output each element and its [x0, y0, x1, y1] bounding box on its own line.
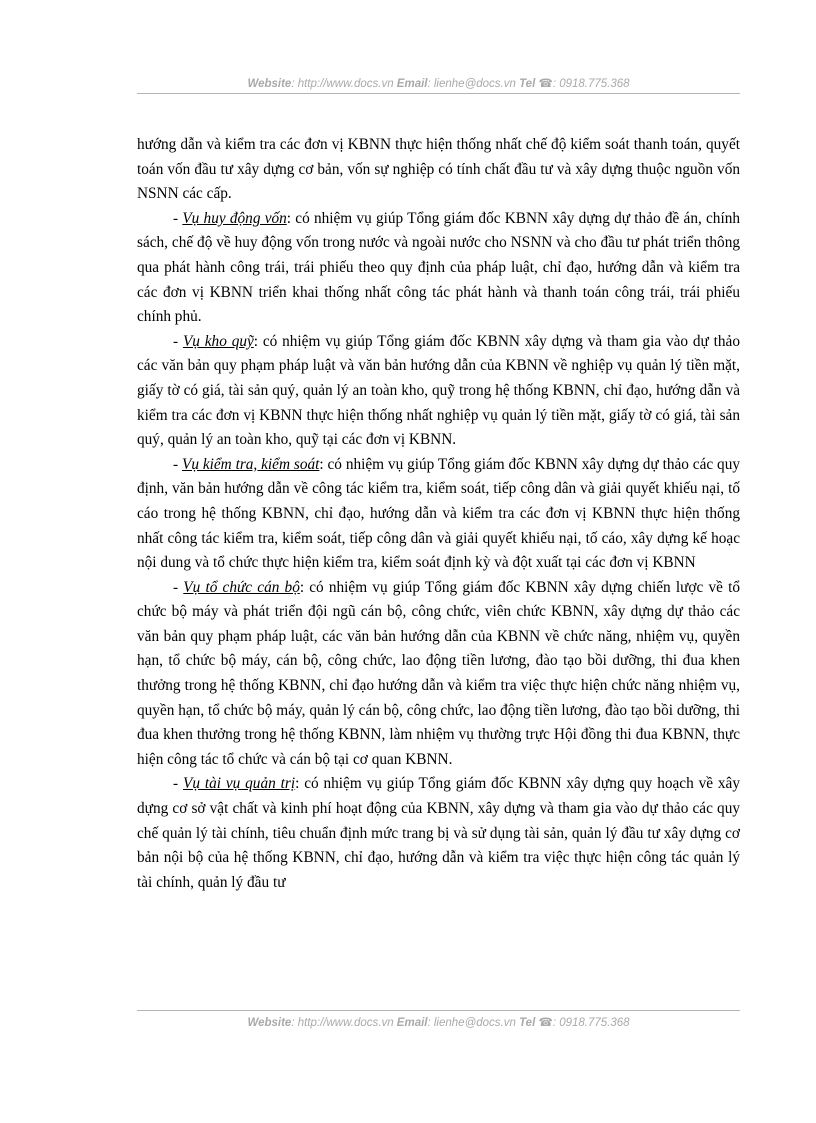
footer-email-value: : lienhe@docs.vn [427, 1017, 516, 1029]
paragraph-continuation: hướng dẫn và kiểm tra các đơn vị KBNN thực hiện thống nhất chế độ kiểm soát thanh toán, quyết toán vốn đầu tư xây dựng cơ bản, vốn sự nghiệp có tính chất đầu tư và xây dựng thuộc nguồn vốn NSNN các cấp. [137, 136, 740, 203]
document-body [137, 133, 740, 895]
footer-tel-label: Tel [519, 1017, 536, 1029]
term: Vụ huy động vốn [182, 209, 287, 227]
phone-icon: ☎ [538, 1017, 553, 1029]
paragraph-vu-tai-vu-quan-tri: - Vụ tài vụ quản trị: có nhiệm vụ giúp Tổng giám đốc KBNN xây dựng quy hoạch về xây dựng cơ sở vật chất và kinh phí hoạt động của KBNN, xây dựng và tham gia vào dự thảo các quy chế quản lý tài chính, tiêu chuẩn định mức trang bị và sử dụng tài sản, quản lý đầu tư xây dựng cơ bản nội bộ của hệ thống KBNN, chỉ đạo, hướng dẫn và kiểm tra việc thực hiện công tác quản lý tài chính, quản lý đầu tư [137, 775, 740, 891]
term: Vụ tài vụ quản trị [182, 775, 296, 793]
page-footer [137, 1015, 740, 1029]
header-tel-value: : 0918.775.368 [552, 78, 630, 90]
paragraph-text: : có nhiệm vụ giúp Tổng giám đốc KBNN xây dựng dự thảo các quy định, văn bản hướng dẫn về công tác kiểm tra, kiểm soát, tiếp công dân và giải quyết khiếu nại, tố cáo trong hệ thống KBNN, chỉ đạo, hướng dẫn và kiểm tra các đơn vị KBNN thực hiện thống nhất công tác kiểm tra, kiểm soát, tiếp công dân và giải quyết khiếu nại, tố cáo, xây dựng kế hoạc nội dung và tổ chức thực hiện kiểm tra, kiểm soát định kỳ và đột xuất tại các đơn vị KBNN [137, 455, 740, 572]
term: Vụ tổ chức cán bộ [183, 578, 300, 596]
term: Vụ kiểm tra, kiểm soát [181, 455, 320, 473]
header-email-value: : lienhe@docs.vn [427, 78, 516, 90]
paragraph-text: : có nhiệm vụ giúp Tổng giám đốc KBNN xây dựng và tham gia vào dự thảo các văn bản quy phạm pháp luật và văn bản hướng dẫn của KBNN về nghiệp vụ quản lý tiền mặt, giấy tờ có giá, tài sản quý, quản lý an toàn kho, quỹ trong hệ thống KBNN, chỉ đạo, hướng dẫn và kiểm tra các đơn vị KBNN thực hiện thống nhất nghiệp vụ quản lý tiền mặt, giấy tờ có giá, tài sản quý, quản lý an toàn kho, quỹ tại các đơn vị KBNN. [137, 332, 740, 449]
footer-email-label: Email [396, 1017, 428, 1029]
paragraph-text: : có nhiệm vụ giúp Tổng giám đốc KBNN xây dựng chiến lược về tổ chức bộ máy và phát triển đội ngũ cán bộ, công chức, viên chức KBNN, xây dựng dự thảo các văn bản quy phạm pháp luật, các văn bản hướng dẫn của KBNN về chức năng, nhiệm vụ, quyền hạn, tổ chức bộ máy, cán bộ, công chức, lao động tiền lương, đào tạo bồi dưỡng, thi đua khen thưởng trong hệ thống KBNN, chỉ đạo hướng dẫn và kiểm tra việc thực hiện chức năng nhiệm vụ, quyền hạn, tổ chức bộ máy, quản lý cán bộ, công chức, lao động tiền lương, đào tạo bồi dưỡng, thi đua khen thưởng trong hệ thống KBNN, làm nhiệm vụ thường trực Hội đồng thi đua KBNN, thực hiện công tác tổ chức và cán bộ tại cơ quan KBNN. [137, 578, 740, 768]
paragraph-text: : có nhiệm vụ giúp Tổng giám đốc KBNN xây dựng dự thảo đề án, chính sách, chế độ về huy động vốn trong nước và ngoài nước cho NSNN và cho đầu tư phát triển thông qua phát hành công trái, trái phiếu theo quy định của pháp luật, chỉ đạo, hướng dẫn và kiểm tra các đơn vị KBNN triển khai thống nhất công tác phát hành và thanh toán công trái, trái phiếu chính phủ. [137, 209, 741, 326]
footer-divider [137, 1010, 740, 1011]
phone-icon: ☎ [538, 78, 553, 90]
paragraph-text: : có nhiệm vụ giúp Tổng giám đốc KBNN xây dựng quy hoạch về xây dựng cơ sở vật chất và kinh phí hoạt động của KBNN, xây dựng và tham gia vào dự thảo các quy chế quản lý tài chính, tiêu chuẩn định mức trang bị và sử dụng tài sản, quản lý đầu tư xây dựng cơ bản nội bộ của hệ thống KBNN, chỉ đạo, hướng dẫn và kiểm tra việc thực hiện công tác quản lý tài chính, quản lý đầu tư [137, 775, 740, 891]
term: Vụ kho quỹ [182, 332, 254, 350]
page-header [137, 76, 740, 90]
header-website-value: : http://www.docs.vn [291, 78, 394, 90]
paragraph-vu-huy-dong-von: - Vụ huy động vốn: có nhiệm vụ giúp Tổng giám đốc KBNN xây dựng dự thảo đề án, chính sách, chế độ về huy động vốn trong nước và ngoài nước cho NSNN và cho đầu tư phát triển thông qua phát hành công trái, trái phiếu theo quy định của pháp luật, chỉ đạo, hướng dẫn và kiểm tra các đơn vị KBNN triển khai thống nhất công tác phát hành và thanh toán công trái, trái phiếu chính phủ. [137, 209, 741, 326]
paragraph-vu-to-chuc-can-bo: - Vụ tổ chức cán bộ: có nhiệm vụ giúp Tổng giám đốc KBNN xây dựng chiến lược về tổ chức bộ máy và phát triển đội ngũ cán bộ, công chức, viên chức KBNN, xây dựng dự thảo các văn bản quy phạm pháp luật, các văn bản hướng dẫn của KBNN về chức năng, nhiệm vụ, quyền hạn, tổ chức bộ máy, cán bộ, công chức, lao động tiền lương, đào tạo bồi dưỡng, thi đua khen thưởng trong hệ thống KBNN, chỉ đạo hướng dẫn và kiểm tra việc thực hiện chức năng nhiệm vụ, quyền hạn, tổ chức bộ máy, quản lý cán bộ, công chức, lao động tiền lương, đào tạo bồi dưỡng, thi đua khen thưởng trong hệ thống KBNN, làm nhiệm vụ thường trực Hội đồng thi đua KBNN, thực hiện công tác tổ chức và cán bộ tại cơ quan KBNN. [137, 578, 740, 768]
footer-website-label: Website [247, 1017, 292, 1029]
footer-website-value: : http://www.docs.vn [291, 1017, 394, 1029]
paragraph-vu-kiem-tra: - Vụ kiểm tra, kiểm soát: có nhiệm vụ giúp Tổng giám đốc KBNN xây dựng dự thảo các quy định, văn bản hướng dẫn về công tác kiểm tra, kiểm soát, tiếp công dân và giải quyết khiếu nại, tố cáo trong hệ thống KBNN, chỉ đạo, hướng dẫn và kiểm tra các đơn vị KBNN thực hiện thống nhất công tác kiểm tra, kiểm soát, tiếp công dân và giải quyết khiếu nại, tố cáo, xây dựng kế hoạc nội dung và tổ chức thực hiện kiểm tra, kiểm soát định kỳ và đột xuất tại các đơn vị KBNN [137, 455, 740, 572]
header-divider [137, 93, 740, 94]
paragraph-vu-kho-quy: - Vụ kho quỹ: có nhiệm vụ giúp Tổng giám đốc KBNN xây dựng và tham gia vào dự thảo các văn bản quy phạm pháp luật và văn bản hướng dẫn của KBNN về nghiệp vụ quản lý tiền mặt, giấy tờ có giá, tài sản quý, quản lý an toàn kho, quỹ trong hệ thống KBNN, chỉ đạo, hướng dẫn và kiểm tra các đơn vị KBNN thực hiện thống nhất nghiệp vụ quản lý tiền mặt, giấy tờ có giá, tài sản quý, quản lý an toàn kho, quỹ tại các đơn vị KBNN. [137, 332, 740, 449]
footer-tel-value: : 0918.775.368 [552, 1017, 630, 1029]
header-website-label: Website [247, 78, 292, 90]
header-tel-label: Tel [519, 78, 536, 90]
header-email-label: Email [396, 78, 428, 90]
